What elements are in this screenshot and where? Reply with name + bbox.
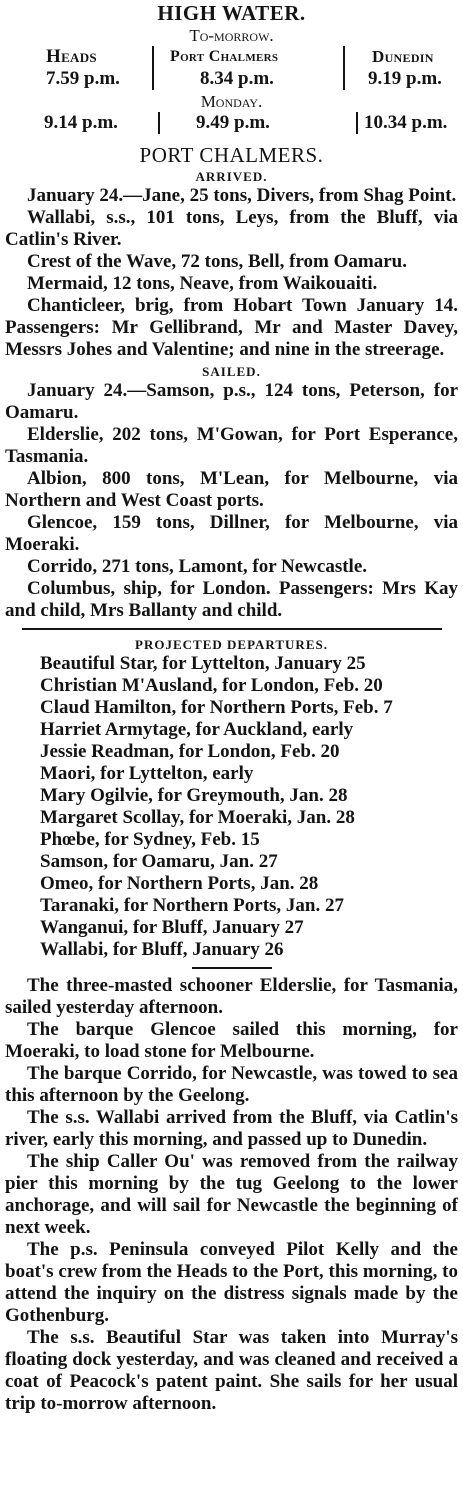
sailed-item: Corrido, 271 tons, Lamont, for Newcastle. [27,556,368,577]
projected-list [0,653,463,961]
tide-dunedin-tomorrow: 9.19 p.m. [368,68,442,89]
sailed-item: January 24.—Samson, p.s., 124 tons, Peterson, for Oamaru. [5,380,458,423]
column-divider [158,112,160,134]
news-paragraph: The barque Corrido, for Newcastle, was towed to sea this afternoon by the Geelong. [5,1063,458,1106]
projected-item: Beautiful Star, for Lyttelton, January 25 [40,653,366,674]
arrived-list [0,185,463,361]
sailed-item: Elderslie, 202 tons, M'Gowan, for Port Esperance, Tasmania. [5,424,458,467]
projected-item: Mary Ogilvie, for Greymouth, Jan. 28 [40,785,348,806]
tide-col-heads: Heads [46,46,97,67]
monday-label: Monday. [200,92,263,111]
tide-tomorrow-row [0,68,463,90]
column-divider [356,112,358,134]
column-divider [343,46,345,68]
news-paragraph: The p.s. Peninsula conveyed Pilot Kelly and the boat's crew from the Heads to the Port, this morning, to attend the inquiry on the distress signals made by the Gothenburg. [5,1239,458,1326]
projected-item: Phœbe, for Sydney, Feb. 15 [40,829,260,850]
column-divider [152,68,154,90]
arrived-item: Wallabi, s.s., 101 tons, Leys, from the Bluff, via Catlin's River. [5,207,458,250]
projected-item: Harriet Armytage, for Auckland, early [40,719,354,740]
arrived-item: Crest of the Wave, 72 tons, Bell, from Oamaru. [27,251,407,272]
projected-item: Jessie Readman, for London, Feb. 20 [40,741,340,762]
projected-label: PROJECTED DEPARTURES. [135,637,328,652]
projected-item: Wanganui, for Bluff, January 27 [40,917,304,938]
news-paragraph: The s.s. Wallabi arrived from the Bluff, via Catlin's river, early this morning, and passed up to Dunedin. [5,1107,458,1150]
tide-col-dunedin: Dunedin [372,47,434,66]
tide-header-row [0,46,463,68]
tide-port-monday: 9.49 p.m. [196,112,270,133]
sailed-list [0,380,463,622]
projected-item: Omeo, for Northern Ports, Jan. 28 [40,873,319,894]
tide-port-tomorrow: 8.34 p.m. [200,68,274,89]
tide-heads-monday: 9.14 p.m. [44,112,118,133]
arrived-item: January 24.—Jane, 25 tons, Divers, from Shag Point. [27,185,457,206]
column-divider [343,68,345,90]
projected-item: Taranaki, for Northern Ports, Jan. 27 [40,895,344,916]
shipping-news [0,975,463,1415]
news-paragraph: The s.s. Beautiful Star was taken into Murray's floating dock yesterday, and was cleaned and received a coat of Peacock's patent paint. She sails for her usual trip to-morrow afternoon. [5,1327,458,1414]
section-rule [22,628,442,630]
projected-item: Wallabi, for Bluff, January 26 [40,939,284,960]
port-chalmers-title: PORT CHALMERS. [139,143,324,167]
projected-item: Christian M'Ausland, for London, Feb. 20 [40,675,383,696]
sailed-item: Glencoe, 159 tons, Dillner, for Melbourne, via Moeraki. [5,512,458,555]
short-rule [192,967,272,969]
sailed-item: Columbus, ship, for London. Passengers: Mrs Kay and child, Mrs Ballanty and child. [5,578,458,621]
news-paragraph: The three-masted schooner Elderslie, for Tasmania, sailed yesterday afternoon. [5,975,458,1018]
tomorrow-label: To-morrow. [189,26,274,45]
arrived-item: Chanticleer, brig, from Hobart Town January 14. Passengers: Mr Gellibrand, Mr and Master Davey, Messrs Johes and Valentine; and nine in the streerage. [5,295,458,360]
projected-item: Samson, for Oamaru, Jan. 27 [40,851,278,872]
tide-heads-tomorrow: 7.59 p.m. [46,68,120,89]
news-paragraph: The ship Caller Ou' was removed from the railway pier this morning by the tug Geelong to the lower anchorage, and will sail for Newcastle the beginning of next week. [5,1151,458,1238]
sailed-item: Albion, 800 tons, M'Lean, for Melbourne, via Northern and West Coast ports. [5,468,458,511]
projected-item: Maori, for Lyttelton, early [40,763,254,784]
column-divider [152,46,154,68]
tide-dunedin-monday: 10.34 p.m. [364,112,448,133]
projected-item: Margaret Scollay, for Moeraki, Jan. 28 [40,807,355,828]
arrived-label: ARRIVED. [195,169,268,184]
sailed-label: SAILED. [202,364,261,379]
projected-item: Claud Hamilton, for Northern Ports, Feb. 7 [40,697,393,718]
tide-col-port: Port Chalmers [170,48,279,65]
news-paragraph: The barque Glencoe sailed this morning, for Moeraki, to load stone for Melbourne. [5,1019,458,1062]
tide-monday-row [0,112,463,134]
high-water-heading: HIGH WATER. [157,1,306,25]
arrived-item: Mermaid, 12 tons, Neave, from Waikouaiti. [27,273,378,294]
